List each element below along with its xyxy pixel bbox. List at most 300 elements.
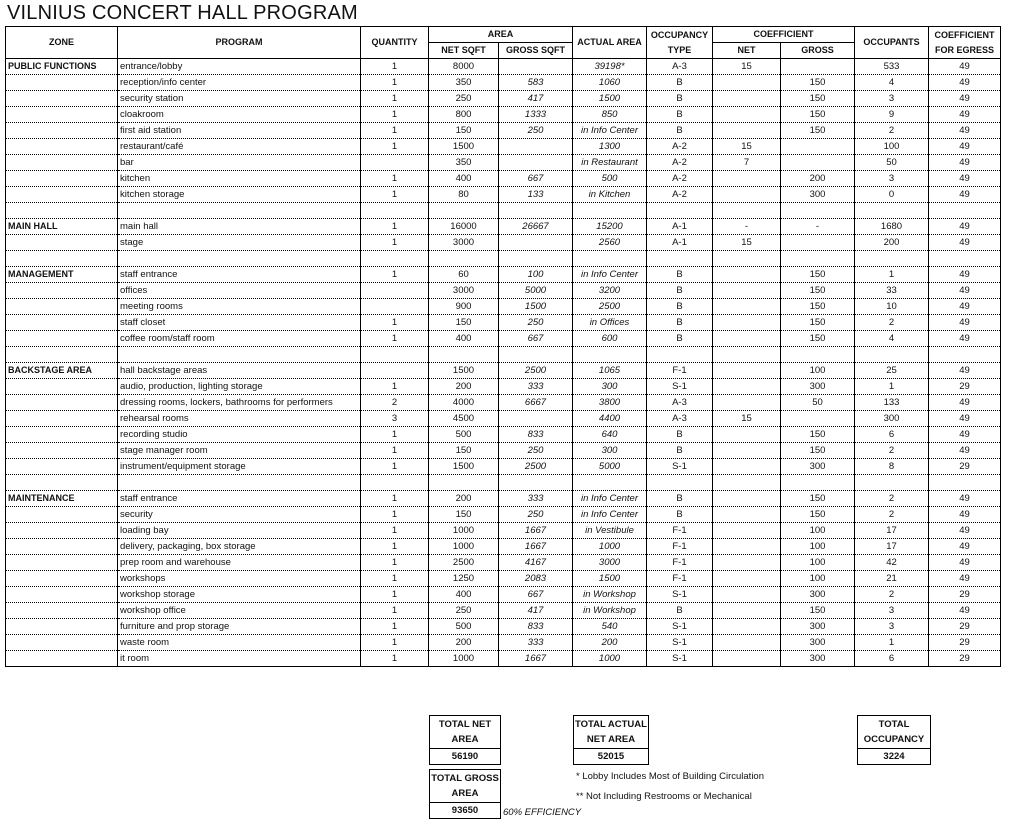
actual-area-cell: 3200 bbox=[573, 283, 647, 299]
program-cell: audio, production, lighting storage bbox=[118, 379, 361, 395]
coef-net-cell bbox=[713, 443, 781, 459]
net-sqft-cell: 150 bbox=[429, 507, 499, 523]
zone-cell bbox=[6, 347, 118, 363]
occupants-cell: 8 bbox=[855, 459, 929, 475]
egress-coef-cell: 29 bbox=[929, 651, 1001, 667]
quantity-cell: 1 bbox=[361, 267, 429, 283]
coef-gross-cell bbox=[781, 59, 855, 75]
table-row bbox=[6, 299, 1001, 315]
actual-area-cell: 850 bbox=[573, 107, 647, 123]
coef-net-cell bbox=[713, 459, 781, 475]
program-cell: kitchen storage bbox=[118, 187, 361, 203]
actual-area-cell bbox=[573, 251, 647, 267]
egress-coef-cell bbox=[929, 475, 1001, 491]
coef-gross-cell bbox=[781, 251, 855, 267]
table-row bbox=[6, 347, 1001, 363]
net-sqft-cell: 8000 bbox=[429, 59, 499, 75]
coef-net-cell bbox=[713, 507, 781, 523]
coef-net-cell bbox=[713, 203, 781, 219]
zone-cell bbox=[6, 123, 118, 139]
table-row bbox=[6, 523, 1001, 539]
quantity-cell: 1 bbox=[361, 523, 429, 539]
occupants-cell: 3 bbox=[855, 603, 929, 619]
egress-coef-cell: 49 bbox=[929, 299, 1001, 315]
total-net-area-box bbox=[429, 715, 501, 765]
egress-coef-cell: 49 bbox=[929, 123, 1001, 139]
net-sqft-cell: 500 bbox=[429, 619, 499, 635]
zone-cell: MAINTENANCE bbox=[6, 491, 118, 507]
coef-net-cell bbox=[713, 635, 781, 651]
net-sqft-cell: 1000 bbox=[429, 651, 499, 667]
actual-area-cell: 1000 bbox=[573, 651, 647, 667]
coef-gross-cell: 150 bbox=[781, 299, 855, 315]
total-actual-area-value: 52015 bbox=[597, 751, 625, 762]
program-cell: staff closet bbox=[118, 315, 361, 331]
occupants-cell: 1 bbox=[855, 635, 929, 651]
program-cell: dressing rooms, lockers, bathrooms for performers bbox=[118, 395, 361, 411]
net-sqft-cell: 1000 bbox=[429, 523, 499, 539]
zone-cell bbox=[6, 187, 118, 203]
occupancy-type-cell: S-1 bbox=[647, 459, 713, 475]
occupancy-type-cell: B bbox=[647, 91, 713, 107]
gross-sqft-cell bbox=[499, 411, 573, 427]
program-cell: security station bbox=[118, 91, 361, 107]
actual-area-cell: 200 bbox=[573, 635, 647, 651]
table-row bbox=[6, 363, 1001, 379]
zone-cell bbox=[6, 523, 118, 539]
occupancy-type-cell bbox=[647, 475, 713, 491]
zone-cell bbox=[6, 587, 118, 603]
occupants-cell: 42 bbox=[855, 555, 929, 571]
quantity-cell: 1 bbox=[361, 539, 429, 555]
gross-sqft-cell: 26667 bbox=[499, 219, 573, 235]
quantity-cell: 1 bbox=[361, 219, 429, 235]
coef-net-cell bbox=[713, 571, 781, 587]
net-sqft-cell: 200 bbox=[429, 379, 499, 395]
coef-net-cell bbox=[713, 619, 781, 635]
zone-cell bbox=[6, 203, 118, 219]
actual-area-cell: in Vestibule bbox=[573, 523, 647, 539]
egress-coef-cell: 49 bbox=[929, 427, 1001, 443]
gross-sqft-cell bbox=[499, 347, 573, 363]
occupants-cell: 2 bbox=[855, 587, 929, 603]
coef-gross-cell bbox=[781, 475, 855, 491]
egress-coef-cell: 49 bbox=[929, 539, 1001, 555]
occupants-cell bbox=[855, 347, 929, 363]
actual-area-cell: 3800 bbox=[573, 395, 647, 411]
coef-gross-cell: 150 bbox=[781, 491, 855, 507]
total-net-area-label: TOTAL NET AREA bbox=[430, 716, 500, 749]
net-sqft-cell bbox=[429, 475, 499, 491]
actual-area-cell bbox=[573, 203, 647, 219]
program-table-body bbox=[6, 59, 1001, 667]
quantity-cell: 1 bbox=[361, 635, 429, 651]
occupants-cell: 200 bbox=[855, 235, 929, 251]
occupants-cell: 100 bbox=[855, 139, 929, 155]
egress-coef-cell: 29 bbox=[929, 635, 1001, 651]
table-row bbox=[6, 555, 1001, 571]
coef-gross-cell: 150 bbox=[781, 315, 855, 331]
egress-coef-cell: 49 bbox=[929, 603, 1001, 619]
occupancy-type-cell: B bbox=[647, 315, 713, 331]
table-row bbox=[6, 395, 1001, 411]
header-area: AREA bbox=[429, 27, 573, 43]
footnote-restrooms: ** Not Including Restrooms or Mechanical bbox=[576, 791, 752, 802]
gross-sqft-cell: 1333 bbox=[499, 107, 573, 123]
zone-cell bbox=[6, 507, 118, 523]
table-row bbox=[6, 219, 1001, 235]
net-sqft-cell: 400 bbox=[429, 587, 499, 603]
table-row bbox=[6, 267, 1001, 283]
coef-net-cell bbox=[713, 651, 781, 667]
coef-net-cell: 15 bbox=[713, 411, 781, 427]
occupants-cell: 25 bbox=[855, 363, 929, 379]
header-zone: ZONE bbox=[6, 27, 118, 59]
program-cell: rehearsal rooms bbox=[118, 411, 361, 427]
egress-coef-cell: 49 bbox=[929, 491, 1001, 507]
actual-area-cell: 600 bbox=[573, 331, 647, 347]
quantity-cell: 1 bbox=[361, 91, 429, 107]
net-sqft-cell bbox=[429, 347, 499, 363]
occupancy-type-cell: F-1 bbox=[647, 363, 713, 379]
egress-coef-cell: 29 bbox=[929, 619, 1001, 635]
table-row bbox=[6, 75, 1001, 91]
coef-gross-cell: 100 bbox=[781, 363, 855, 379]
coef-net-cell: 7 bbox=[713, 155, 781, 171]
occupancy-type-cell: A-2 bbox=[647, 155, 713, 171]
occupants-cell: 4 bbox=[855, 75, 929, 91]
program-cell: stage bbox=[118, 235, 361, 251]
egress-coef-cell: 49 bbox=[929, 235, 1001, 251]
coef-gross-cell: 150 bbox=[781, 267, 855, 283]
egress-coef-cell: 49 bbox=[929, 219, 1001, 235]
coef-net-cell bbox=[713, 363, 781, 379]
occupancy-type-cell: B bbox=[647, 283, 713, 299]
coef-net-cell bbox=[713, 603, 781, 619]
actual-area-cell: in Offices bbox=[573, 315, 647, 331]
occupancy-type-cell: B bbox=[647, 75, 713, 91]
zone-cell bbox=[6, 651, 118, 667]
zone-cell bbox=[6, 251, 118, 267]
coef-net-cell bbox=[713, 283, 781, 299]
table-row bbox=[6, 587, 1001, 603]
gross-sqft-cell bbox=[499, 139, 573, 155]
net-sqft-cell: 1500 bbox=[429, 139, 499, 155]
gross-sqft-cell: 4167 bbox=[499, 555, 573, 571]
zone-cell bbox=[6, 235, 118, 251]
table-row bbox=[6, 123, 1001, 139]
occupancy-type-cell: S-1 bbox=[647, 587, 713, 603]
table-row bbox=[6, 475, 1001, 491]
egress-coef-cell: 49 bbox=[929, 315, 1001, 331]
actual-area-cell: 500 bbox=[573, 171, 647, 187]
net-sqft-cell bbox=[429, 203, 499, 219]
coef-net-cell bbox=[713, 523, 781, 539]
egress-coef-cell: 49 bbox=[929, 395, 1001, 411]
coef-net-cell bbox=[713, 347, 781, 363]
coef-net-cell bbox=[713, 123, 781, 139]
egress-coef-cell: 49 bbox=[929, 571, 1001, 587]
occupants-cell: 2 bbox=[855, 491, 929, 507]
coef-gross-cell: 150 bbox=[781, 91, 855, 107]
egress-coef-cell: 49 bbox=[929, 507, 1001, 523]
coef-gross-cell: 150 bbox=[781, 427, 855, 443]
actual-area-cell: in Info Center bbox=[573, 507, 647, 523]
gross-sqft-cell bbox=[499, 251, 573, 267]
zone-cell bbox=[6, 283, 118, 299]
egress-coef-cell: 49 bbox=[929, 283, 1001, 299]
actual-area-cell bbox=[573, 475, 647, 491]
coef-gross-cell: 300 bbox=[781, 587, 855, 603]
program-cell: instrument/equipment storage bbox=[118, 459, 361, 475]
occupants-cell: 2 bbox=[855, 507, 929, 523]
egress-coef-cell: 49 bbox=[929, 267, 1001, 283]
program-cell: hall backstage areas bbox=[118, 363, 361, 379]
actual-area-cell: 39198* bbox=[573, 59, 647, 75]
coef-gross-cell: 200 bbox=[781, 171, 855, 187]
occupancy-type-cell: S-1 bbox=[647, 635, 713, 651]
egress-coef-cell: 49 bbox=[929, 91, 1001, 107]
table-row bbox=[6, 155, 1001, 171]
occupancy-type-cell: F-1 bbox=[647, 571, 713, 587]
occupants-cell: 17 bbox=[855, 523, 929, 539]
footnote-lobby: * Lobby Includes Most of Building Circulation bbox=[576, 771, 764, 782]
quantity-cell: 1 bbox=[361, 459, 429, 475]
header-coefficient-egress: COEFFICIENT FOR EGRESS bbox=[929, 27, 1001, 59]
zone-cell bbox=[6, 635, 118, 651]
gross-sqft-cell: 333 bbox=[499, 635, 573, 651]
net-sqft-cell: 1000 bbox=[429, 539, 499, 555]
occupancy-type-cell: A-1 bbox=[647, 235, 713, 251]
actual-area-cell: in Info Center bbox=[573, 267, 647, 283]
table-row bbox=[6, 235, 1001, 251]
actual-area-cell: 2500 bbox=[573, 299, 647, 315]
program-cell: furniture and prop storage bbox=[118, 619, 361, 635]
program-cell: restaurant/café bbox=[118, 139, 361, 155]
actual-area-cell: 540 bbox=[573, 619, 647, 635]
gross-sqft-cell: 1667 bbox=[499, 651, 573, 667]
gross-sqft-cell: 6667 bbox=[499, 395, 573, 411]
coef-net-cell bbox=[713, 587, 781, 603]
net-sqft-cell: 400 bbox=[429, 171, 499, 187]
occupants-cell: 3 bbox=[855, 91, 929, 107]
net-sqft-cell: 250 bbox=[429, 603, 499, 619]
occupants-cell: 3 bbox=[855, 171, 929, 187]
occupants-cell bbox=[855, 203, 929, 219]
table-row bbox=[6, 459, 1001, 475]
net-sqft-cell: 200 bbox=[429, 635, 499, 651]
occupancy-type-cell: B bbox=[647, 331, 713, 347]
occupants-cell: 2 bbox=[855, 123, 929, 139]
gross-sqft-cell: 833 bbox=[499, 427, 573, 443]
occupants-cell: 1680 bbox=[855, 219, 929, 235]
net-sqft-cell: 900 bbox=[429, 299, 499, 315]
net-sqft-cell: 400 bbox=[429, 331, 499, 347]
zone-cell bbox=[6, 427, 118, 443]
gross-sqft-cell: 2500 bbox=[499, 459, 573, 475]
header-occupancy-type: OCCUPANCY TYPE bbox=[647, 27, 713, 59]
occupancy-type-cell: A-2 bbox=[647, 187, 713, 203]
net-sqft-cell: 500 bbox=[429, 427, 499, 443]
occupants-cell: 6 bbox=[855, 651, 929, 667]
egress-coef-cell: 49 bbox=[929, 139, 1001, 155]
header-coef-gross: GROSS bbox=[781, 43, 855, 59]
program-cell: recording studio bbox=[118, 427, 361, 443]
table-row bbox=[6, 315, 1001, 331]
egress-coef-cell: 49 bbox=[929, 155, 1001, 171]
quantity-cell: 1 bbox=[361, 107, 429, 123]
program-cell: first aid station bbox=[118, 123, 361, 139]
page-title: VILNIUS CONCERT HALL PROGRAM bbox=[7, 2, 358, 24]
program-cell bbox=[118, 475, 361, 491]
coef-gross-cell: 150 bbox=[781, 443, 855, 459]
program-cell: workshop storage bbox=[118, 587, 361, 603]
program-cell: offices bbox=[118, 283, 361, 299]
table-row bbox=[6, 187, 1001, 203]
zone-cell bbox=[6, 619, 118, 635]
egress-coef-cell: 49 bbox=[929, 555, 1001, 571]
quantity-cell: 1 bbox=[361, 59, 429, 75]
zone-cell bbox=[6, 171, 118, 187]
actual-area-cell: in Workshop bbox=[573, 587, 647, 603]
gross-sqft-cell: 417 bbox=[499, 603, 573, 619]
coef-gross-cell: 150 bbox=[781, 331, 855, 347]
coef-net-cell bbox=[713, 379, 781, 395]
occupancy-type-cell: B bbox=[647, 107, 713, 123]
actual-area-cell: 15200 bbox=[573, 219, 647, 235]
gross-sqft-cell: 250 bbox=[499, 123, 573, 139]
quantity-cell: 2 bbox=[361, 395, 429, 411]
coef-gross-cell bbox=[781, 139, 855, 155]
coef-gross-cell: 150 bbox=[781, 75, 855, 91]
actual-area-cell: in Info Center bbox=[573, 123, 647, 139]
gross-sqft-cell: 833 bbox=[499, 619, 573, 635]
actual-area-cell: 1300 bbox=[573, 139, 647, 155]
actual-area-cell: 4400 bbox=[573, 411, 647, 427]
egress-coef-cell: 49 bbox=[929, 523, 1001, 539]
net-sqft-cell bbox=[429, 251, 499, 267]
total-gross-area-label: TOTAL GROSS AREA bbox=[430, 770, 500, 803]
occupants-cell: 4 bbox=[855, 331, 929, 347]
occupancy-type-cell: S-1 bbox=[647, 619, 713, 635]
zone-cell: PUBLIC FUNCTIONS bbox=[6, 59, 118, 75]
egress-coef-cell: 49 bbox=[929, 107, 1001, 123]
actual-area-cell: 1060 bbox=[573, 75, 647, 91]
gross-sqft-cell: 250 bbox=[499, 443, 573, 459]
gross-sqft-cell bbox=[499, 203, 573, 219]
gross-sqft-cell bbox=[499, 59, 573, 75]
net-sqft-cell: 150 bbox=[429, 315, 499, 331]
table-row bbox=[6, 251, 1001, 267]
net-sqft-cell: 3000 bbox=[429, 283, 499, 299]
quantity-cell: 1 bbox=[361, 187, 429, 203]
egress-coef-cell bbox=[929, 251, 1001, 267]
actual-area-cell: 640 bbox=[573, 427, 647, 443]
actual-area-cell: in Kitchen bbox=[573, 187, 647, 203]
coef-net-cell bbox=[713, 331, 781, 347]
occupants-cell: 1 bbox=[855, 379, 929, 395]
efficiency-note: 60% EFFICIENCY bbox=[503, 807, 582, 818]
coef-gross-cell: 300 bbox=[781, 651, 855, 667]
program-cell: staff entrance bbox=[118, 267, 361, 283]
zone-cell bbox=[6, 315, 118, 331]
occupants-cell: 2 bbox=[855, 443, 929, 459]
table-row bbox=[6, 603, 1001, 619]
occupants-cell: 3 bbox=[855, 619, 929, 635]
zone-cell: MANAGEMENT bbox=[6, 267, 118, 283]
occupancy-type-cell: S-1 bbox=[647, 651, 713, 667]
zone-cell bbox=[6, 379, 118, 395]
occupancy-type-cell bbox=[647, 347, 713, 363]
zone-cell: BACKSTAGE AREA bbox=[6, 363, 118, 379]
occupants-cell: 50 bbox=[855, 155, 929, 171]
total-occupancy-box bbox=[857, 715, 931, 765]
program-cell: it room bbox=[118, 651, 361, 667]
coef-net-cell bbox=[713, 491, 781, 507]
actual-area-cell: 300 bbox=[573, 379, 647, 395]
egress-coef-cell: 49 bbox=[929, 411, 1001, 427]
zone-cell: MAIN HALL bbox=[6, 219, 118, 235]
zone-cell bbox=[6, 459, 118, 475]
gross-sqft-cell: 5000 bbox=[499, 283, 573, 299]
header-gross-sqft: GROSS SQFT bbox=[499, 43, 573, 59]
occupancy-type-cell: A-3 bbox=[647, 411, 713, 427]
coef-gross-cell bbox=[781, 347, 855, 363]
quantity-cell: 1 bbox=[361, 171, 429, 187]
coef-gross-cell: - bbox=[781, 219, 855, 235]
gross-sqft-cell bbox=[499, 155, 573, 171]
actual-area-cell: 300 bbox=[573, 443, 647, 459]
actual-area-cell: in Workshop bbox=[573, 603, 647, 619]
program-cell: cloakroom bbox=[118, 107, 361, 123]
net-sqft-cell: 3000 bbox=[429, 235, 499, 251]
gross-sqft-cell: 133 bbox=[499, 187, 573, 203]
occupancy-type-cell bbox=[647, 203, 713, 219]
coef-net-cell bbox=[713, 91, 781, 107]
egress-coef-cell bbox=[929, 203, 1001, 219]
coef-net-cell bbox=[713, 251, 781, 267]
total-net-area-value: 56190 bbox=[451, 751, 479, 762]
program-cell: reception/info center bbox=[118, 75, 361, 91]
table-row bbox=[6, 619, 1001, 635]
table-row bbox=[6, 427, 1001, 443]
gross-sqft-cell: 250 bbox=[499, 315, 573, 331]
table-row bbox=[6, 651, 1001, 667]
coef-net-cell bbox=[713, 267, 781, 283]
net-sqft-cell: 1500 bbox=[429, 459, 499, 475]
quantity-cell: 1 bbox=[361, 555, 429, 571]
occupancy-type-cell: B bbox=[647, 603, 713, 619]
table-row bbox=[6, 379, 1001, 395]
header-coef-net: NET bbox=[713, 43, 781, 59]
quantity-cell bbox=[361, 347, 429, 363]
net-sqft-cell: 150 bbox=[429, 123, 499, 139]
actual-area-cell: 1065 bbox=[573, 363, 647, 379]
occupancy-type-cell: S-1 bbox=[647, 379, 713, 395]
occupancy-type-cell: B bbox=[647, 491, 713, 507]
coef-gross-cell: 100 bbox=[781, 523, 855, 539]
header-actual-area: ACTUAL AREA bbox=[573, 27, 647, 59]
gross-sqft-cell: 1667 bbox=[499, 539, 573, 555]
program-cell: security bbox=[118, 507, 361, 523]
actual-area-cell bbox=[573, 347, 647, 363]
coef-net-cell: 15 bbox=[713, 235, 781, 251]
gross-sqft-cell: 667 bbox=[499, 171, 573, 187]
zone-cell bbox=[6, 571, 118, 587]
quantity-cell: 1 bbox=[361, 235, 429, 251]
program-cell bbox=[118, 251, 361, 267]
zone-cell bbox=[6, 139, 118, 155]
